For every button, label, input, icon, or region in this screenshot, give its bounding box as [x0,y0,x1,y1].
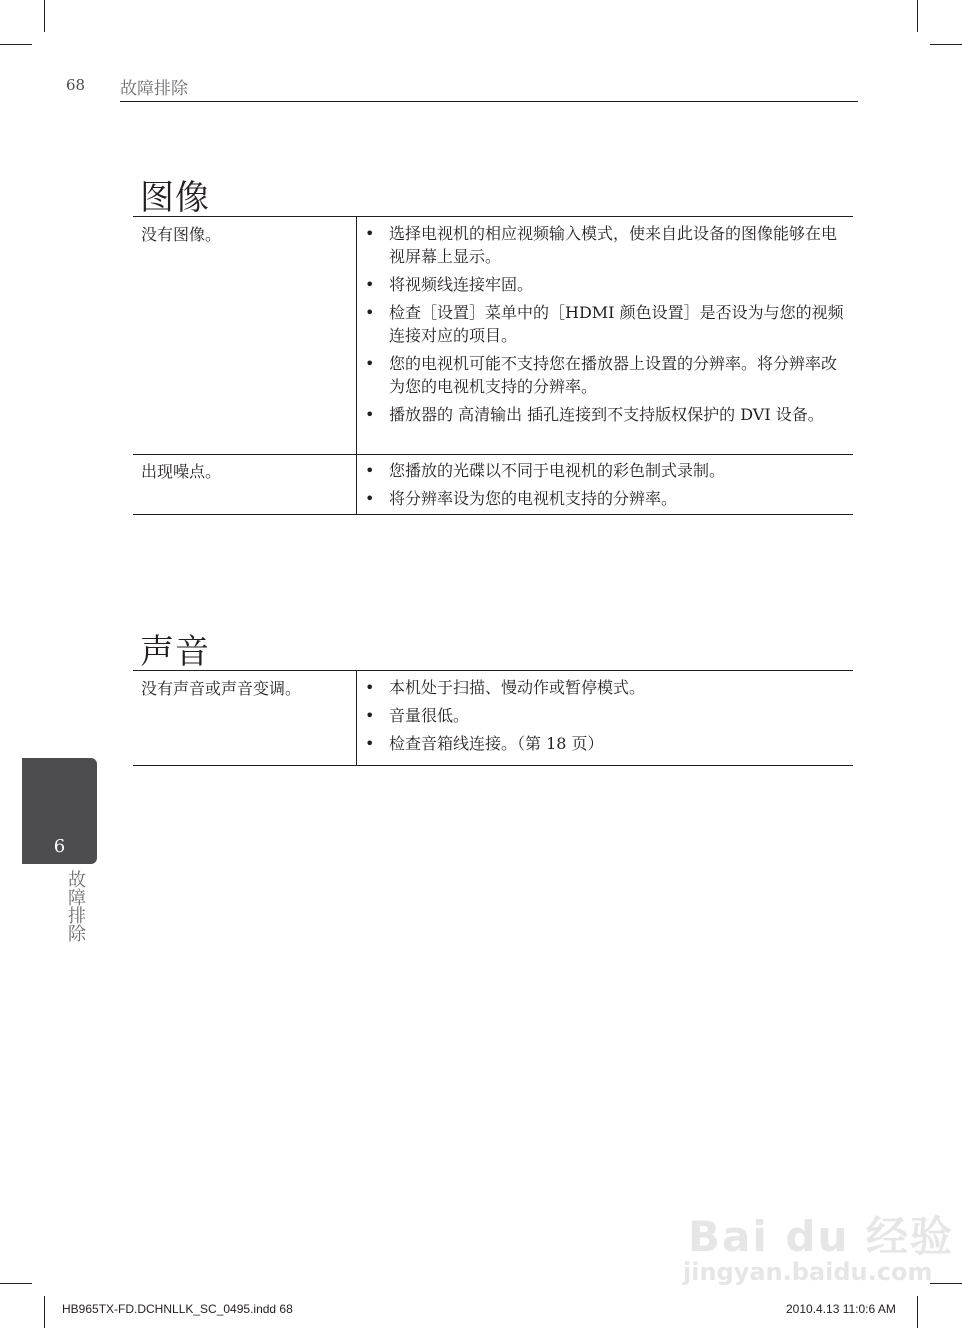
table-row [133,670,853,766]
crop-mark [0,1283,32,1284]
solution-item: • 您播放的光碟以不同于电视机的彩色制式录制。 [365,461,726,480]
bullet-icon: • [365,461,375,480]
solution-list [363,459,848,515]
symptom-text: 没有图像。 [141,225,222,244]
section-title-sound: 声音 [140,632,210,672]
running-header-title: 故障排除 [120,79,188,99]
solution-item: • 将分辨率设为您的电视机支持的分辨率。 [365,489,678,508]
header-rule [120,101,858,102]
crop-mark [0,44,32,45]
crop-mark [44,0,45,32]
bullet-icon: • [365,303,375,322]
crop-mark [930,1283,962,1284]
bullet-icon: • [365,405,375,424]
bullet-icon: • [365,489,375,508]
chapter-number: 6 [53,836,66,857]
table-row [133,216,853,455]
crop-mark [917,1296,918,1328]
column-divider [356,217,357,454]
solution-list [363,676,848,760]
section-title-picture: 图像 [140,178,210,218]
solution-item: • 音量很低。 [365,706,470,725]
column-divider [356,671,357,765]
bullet-icon: • [365,734,375,753]
solution-item: • 检查音箱线连接。（第 18 页） [365,734,604,753]
bullet-icon: • [365,224,375,243]
page-number: 68 [66,76,86,94]
solution-item: • 您的电视机可能不支持您在播放器上设置的分辨率。将分辨率改为您的电视机支持的分辨率。 [365,354,838,396]
solution-item: • 本机处于扫描、慢动作或暂停模式。 [365,678,646,697]
bullet-icon: • [365,678,375,697]
solution-item: • 播放器的 高清输出 插孔连接到不支持版权保护的 DVI 设备。 [365,405,824,424]
crop-mark [44,1296,45,1328]
symptom-text: 没有声音或声音变调。 [141,679,302,698]
solution-item: • 将视频线连接牢固。 [365,275,534,294]
footer-file-slug: HB965TX-FD.DCHNLLK_SC_0495.indd 68 [62,1302,293,1316]
table-row [133,454,853,515]
bullet-icon: • [365,275,375,294]
watermark-logo: Bai du 经验 [688,1212,954,1261]
chapter-side-label: 故障排除 [65,870,86,942]
watermark-url: jingyan.baidu.com [683,1258,933,1286]
solution-list [363,222,848,431]
crop-mark [917,0,918,32]
bullet-icon: • [365,706,375,725]
bullet-icon: • [365,354,375,373]
crop-mark [930,44,962,45]
column-divider [356,454,357,514]
footer-timestamp: 2010.4.13 11:0:6 AM [786,1302,896,1316]
symptom-text: 出现噪点。 [141,462,222,481]
solution-item: • 检查［设置］菜单中的［HDMI 颜色设置］是否设为与您的视频连接对应的项目。 [365,303,844,345]
solution-item: • 选择电视机的相应视频输入模式，使来自此设备的图像能够在电视屏幕上显示。 [365,224,838,266]
